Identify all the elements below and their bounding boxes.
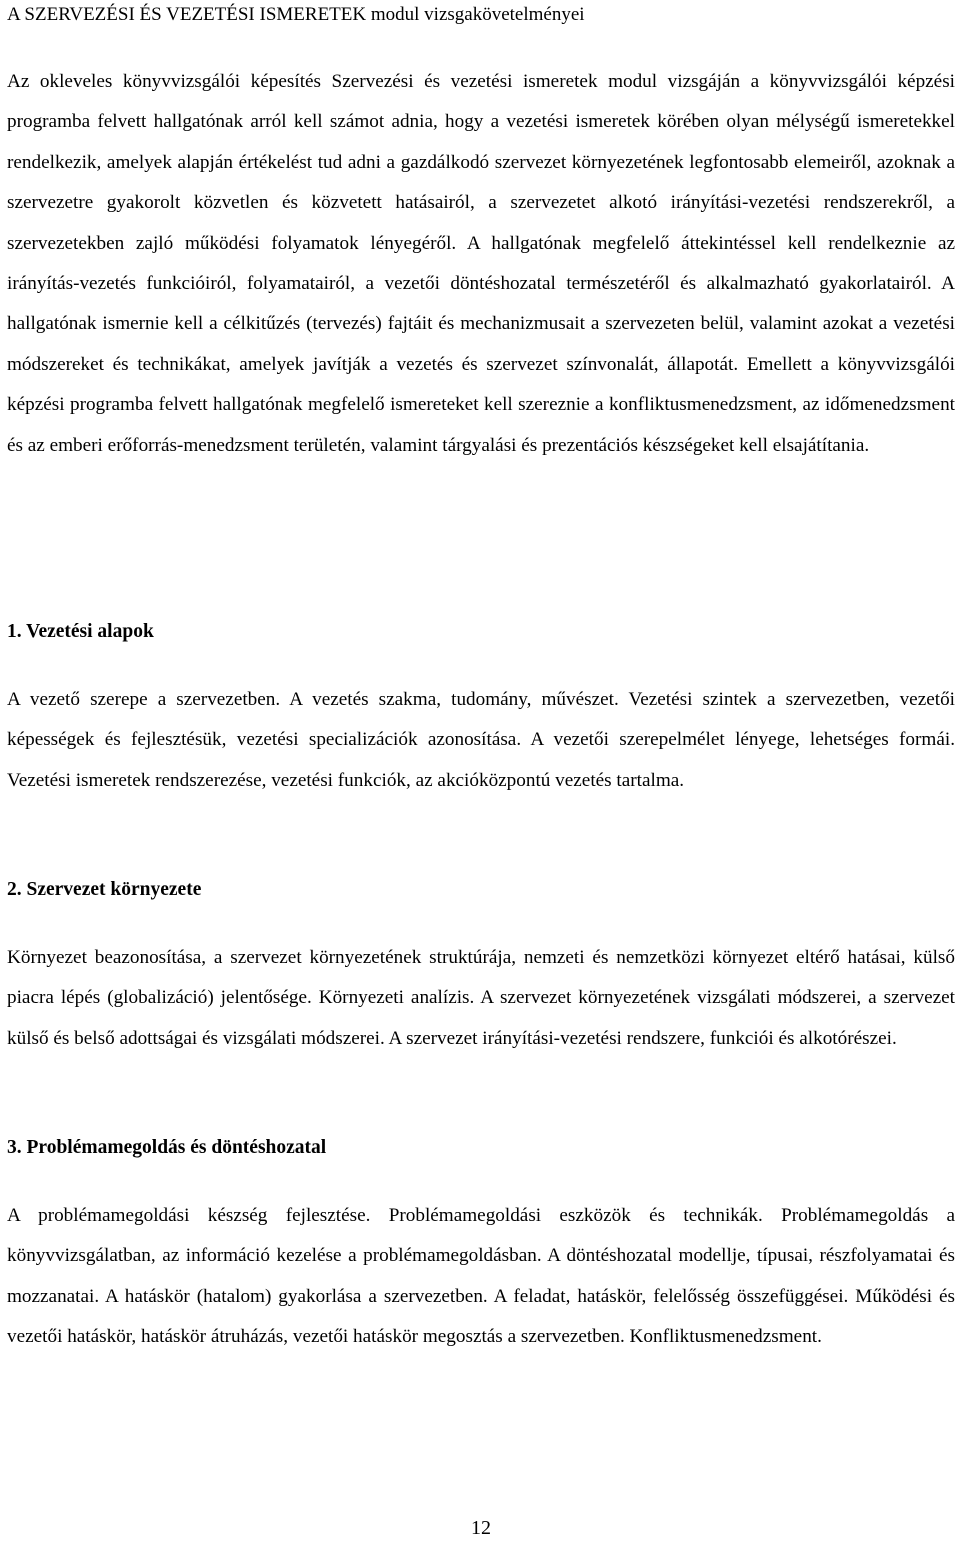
section-heading-2: 2. Szervezet környezete — [7, 879, 202, 900]
section-heading-3: 3. Problémamegoldás és döntéshozatal — [7, 1137, 327, 1158]
document-title — [7, 3, 585, 27]
section-heading-1: 1. Vezetési alapok — [7, 621, 154, 642]
section-paragraph-2: Környezet beazonosítása, a szervezet környezetének struktúrája, nemzeti és nemzetközi környezet eltérő hatásai, külső piacra lépés (globalizáció) jelentősége. Környezeti analízis. A szervezet környezetének vizsgálati módszerei, a szervezet külső és belső adottságai és vizsgálati módszerei. A szervezet irányítási-vezetési rendszere, funkciói és alkotórészei. — [7, 947, 955, 1049]
section-paragraph-3: A problémamegoldási készség fejlesztése. Problémamegoldási eszközök és technikák. Problémamegoldás a könyvvizsgálatban, az információ kezelése a problémamegoldásban. A döntéshozatal modellje, típusai, részfolyamatai és mozzanatai. A hatáskör (hatalom) gyakorlása a szervezetben. A feladat, hatáskör, felelősség összefüggései. Működési és vezetői hatáskör, hatáskör átruházás, vezetői hatáskör megosztás a szervezetben. Konfliktusmenedzsment. — [7, 1205, 955, 1348]
intro-paragraph: Az okleveles könyvvizsgálói képesítés Szervezési és vezetési ismeretek modul vizsgáján a könyvvizsgálói képzési programba felvett hallgatónak arról kell számot adnia, hogy a vezetési ismeretek körében olyan mélységű ismeretekkel rendelkezik, amelyek alapján értékelést tud adni a gazdálkodó szervezet környezetének legfontosabb elemeiről, azoknak a szervezetre gyakorolt közvetlen és közvetett hatásairól, a szervezetet alkotó irányítási-vezetési rendszerekről, a szervezetekben zajló működési folyamatok lényegéről. A hallgatónak megfelelő áttekintéssel kell rendelkeznie az irányítás-vezetés funkcióiról, folyamatairól, a vezetői döntéshozatal természetéről és alkalmazható gyakorlatairól. A hallgatónak ismernie kell a célkitűzés (tervezés) fajtáit és mechanizmusait a szervezeten belül, valamint azokat a vezetési módszereket és technikákat, amelyek javítják a vezetés és szervezet színvonalát, állapotát. Emellett a könyvvizsgálói képzési programba felvett hallgatónak megfelelő ismereteket kell szereznie a konfliktusmenedzsment, az időmenedzsment és az emberi erőforrás-menedzsment területén, valamint tárgyalási és prezentációs készségeket kell elsajátítania. — [7, 71, 955, 456]
document-title-main: A SZERVEZÉSI ÉS VEZETÉSI ISMERETEK — [7, 4, 367, 25]
document-title-rest: modul vizsgakövetelményei — [366, 4, 585, 25]
section-paragraph-1: A vezető szerepe a szervezetben. A vezetés szakma, tudomány, művészet. Vezetési szintek a szervezetben, vezetői képességek és fejlesztésük, vezetési specializációk azonosítása. A vezetői szerepelmélet lényege, lehetséges formái. Vezetési ismeretek rendszerezése, vezetési funkciók, az akcióközpontú vezetés tartalma. — [7, 689, 955, 791]
page-number: 12 — [471, 1517, 491, 1539]
